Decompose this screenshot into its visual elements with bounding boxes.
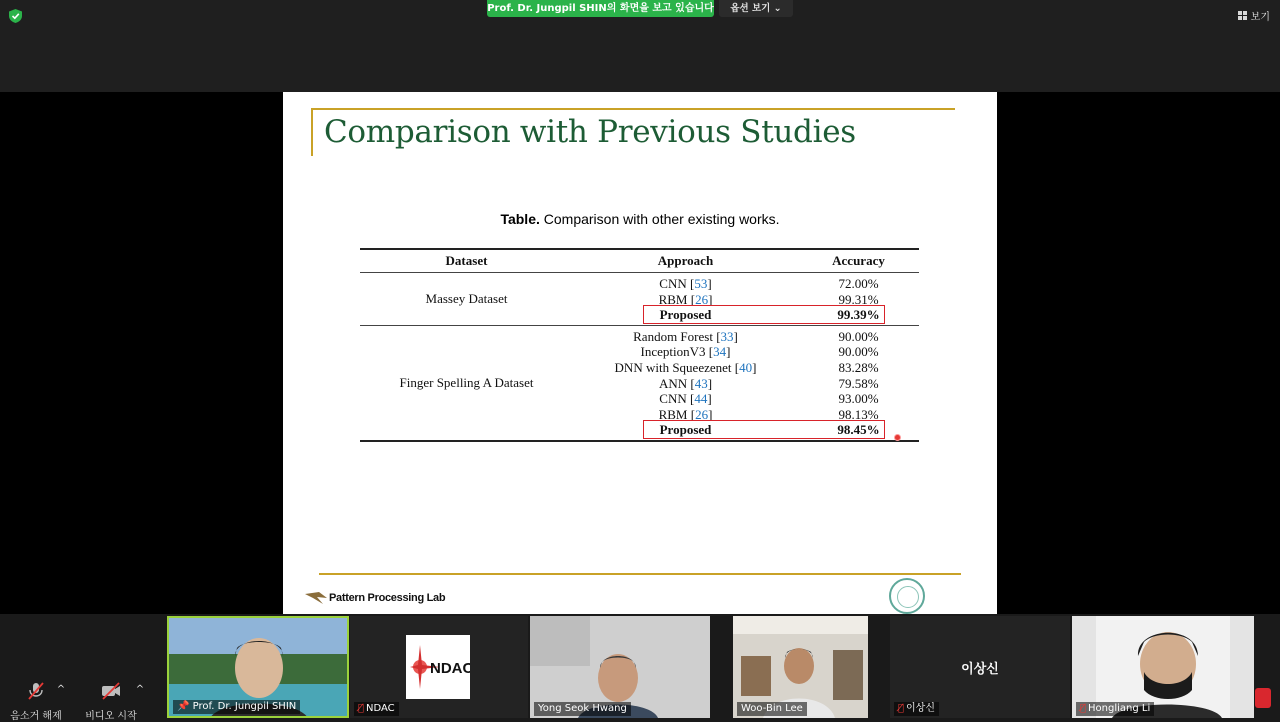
pin-icon: 📌 xyxy=(177,701,190,712)
header-accuracy: Accuracy xyxy=(832,253,885,268)
participant-tile[interactable] xyxy=(530,616,710,718)
audio-options-chevron-icon[interactable]: ^ xyxy=(56,684,66,695)
table-group-massey xyxy=(360,273,919,325)
accuracy-cell: 79.58% xyxy=(838,375,879,391)
accuracy-cell: 90.00% xyxy=(838,344,879,360)
lab-logo xyxy=(305,590,445,606)
participant-name-text: Woo-Bin Lee xyxy=(741,703,803,714)
participant-name xyxy=(894,702,939,716)
chevron-down-icon: ⌄ xyxy=(773,3,782,14)
participant-name xyxy=(173,700,300,714)
dataset-cell: Finger Spelling A Dataset xyxy=(399,375,534,391)
comparison-table xyxy=(360,248,919,442)
laser-pointer-dot xyxy=(894,434,901,441)
lab-logo-icon xyxy=(305,590,327,606)
table-row: RBM [26] 98.13% xyxy=(573,407,919,423)
approach-cell: Proposed xyxy=(659,422,712,438)
participant-name xyxy=(737,702,807,716)
grid-view-icon xyxy=(1238,11,1247,20)
citation-link[interactable]: 26 xyxy=(695,291,709,307)
view-options-label: 옵션 보기 xyxy=(730,3,771,14)
title-divider xyxy=(311,108,955,110)
university-seal-icon xyxy=(889,578,925,614)
table-row: CNN [44] 93.00% xyxy=(573,391,919,407)
accuracy-cell: 99.31% xyxy=(838,291,879,307)
table-bottom-rule xyxy=(360,440,919,442)
caption-label: Table. xyxy=(500,211,540,227)
mic-muted-icon: 🎙̸ xyxy=(1080,703,1087,714)
citation-link[interactable]: 53 xyxy=(694,276,708,291)
table-row: ANN [43] 79.58% xyxy=(573,376,919,392)
video-off-icon xyxy=(100,682,122,700)
citation-link[interactable]: 43 xyxy=(694,375,708,391)
leave-button[interactable] xyxy=(1255,688,1271,708)
slide-title: Comparison with Previous Studies xyxy=(324,114,856,150)
view-button-label: 보기 xyxy=(1250,12,1270,23)
accuracy-cell: 98.13% xyxy=(838,406,879,422)
approach-cell: RBM xyxy=(658,406,688,422)
highlight-box xyxy=(643,420,885,439)
title-accent-bar xyxy=(311,108,313,156)
header-dataset: Dataset xyxy=(445,253,488,268)
ndac-logo-text: NDAC xyxy=(430,660,470,677)
citation-link[interactable]: 26 xyxy=(695,406,709,422)
approach-cell: Random Forest xyxy=(633,328,713,344)
table-group-finger-spelling xyxy=(360,326,919,440)
approach-cell: DNN with Squeezenet xyxy=(614,359,732,375)
table-caption xyxy=(283,211,997,227)
participant-tile[interactable] xyxy=(1072,616,1254,718)
approach-cell: Proposed xyxy=(659,307,712,323)
participant-name-text: Hongliang Li xyxy=(1088,703,1151,714)
table-row: DNN with Squeezenet [40] 83.28% xyxy=(573,360,919,376)
approach-cell: ANN xyxy=(658,375,688,391)
ndac-logo xyxy=(406,635,470,699)
participant-name-text: 이상신 xyxy=(906,703,935,714)
mic-muted-icon: 🎙̸ xyxy=(358,703,365,714)
video-options-chevron-icon[interactable]: ^ xyxy=(135,684,145,695)
citation-link[interactable]: 33 xyxy=(720,328,734,344)
dataset-cell: Massey Dataset xyxy=(425,291,508,307)
approach-cell: InceptionV3 xyxy=(640,344,706,360)
participant-name xyxy=(1076,702,1154,716)
participant-tile[interactable] xyxy=(733,616,868,718)
unmute-label: 음소거 해제 xyxy=(10,711,62,722)
participant-tile[interactable] xyxy=(350,616,528,718)
citation-link[interactable]: 40 xyxy=(739,359,753,375)
accuracy-cell: 72.00% xyxy=(838,276,879,291)
footer-divider xyxy=(319,573,961,575)
participant-tile-active[interactable] xyxy=(167,616,349,718)
approach-cell: RBM xyxy=(658,291,688,307)
presentation-slide xyxy=(283,92,997,614)
approach-cell: CNN xyxy=(659,276,687,291)
accuracy-cell: 90.00% xyxy=(838,328,879,344)
participant-name-text: Prof. Dr. Jungpil SHIN xyxy=(192,701,297,712)
highlight-box xyxy=(643,305,885,324)
participant-name-text: Yong Seok Hwang xyxy=(538,703,627,714)
meeting-topbar xyxy=(0,0,1280,92)
table-row-proposed xyxy=(573,307,919,323)
caption-text: Comparison with other existing works. xyxy=(539,211,780,227)
start-video-button[interactable] xyxy=(82,682,140,722)
participant-name xyxy=(354,702,399,716)
participant-tile[interactable] xyxy=(890,616,1070,718)
participant-center-name: 이상신 xyxy=(961,662,999,677)
table-row-proposed xyxy=(573,422,919,438)
accuracy-cell: 93.00% xyxy=(838,391,879,407)
table-row: RBM [26] 99.31% xyxy=(573,292,919,308)
participant-name-text: NDAC xyxy=(366,703,395,714)
citation-link[interactable]: 44 xyxy=(694,391,708,407)
accuracy-cell: 99.39% xyxy=(837,307,880,323)
table-header-row xyxy=(360,250,919,272)
mic-muted-icon xyxy=(25,682,47,700)
table-row: Random Forest [33] 90.00% xyxy=(573,329,919,345)
approach-cell: CNN xyxy=(659,391,687,407)
view-button[interactable] xyxy=(1238,8,1270,23)
view-options-button[interactable] xyxy=(719,0,793,17)
start-video-label: 비디오 시작 xyxy=(85,711,137,722)
table-row: CNN [53] 72.00% xyxy=(573,276,919,292)
accuracy-cell: 83.28% xyxy=(838,359,879,375)
participant-name xyxy=(534,702,631,716)
table-row: InceptionV3 [34] 90.00% xyxy=(573,344,919,360)
ndac-logo-mark xyxy=(406,635,470,699)
lab-name: Pattern Processing Lab xyxy=(329,592,446,604)
citation-link[interactable]: 34 xyxy=(713,344,727,360)
accuracy-cell: 98.45% xyxy=(837,422,880,438)
header-approach: Approach xyxy=(657,253,714,268)
screen-share-banner: Prof. Dr. Jungpil SHIN의 화면을 보고 있습니다 xyxy=(487,0,714,17)
shield-icon[interactable] xyxy=(9,9,22,23)
mic-muted-icon: 🎙̸ xyxy=(898,703,905,714)
